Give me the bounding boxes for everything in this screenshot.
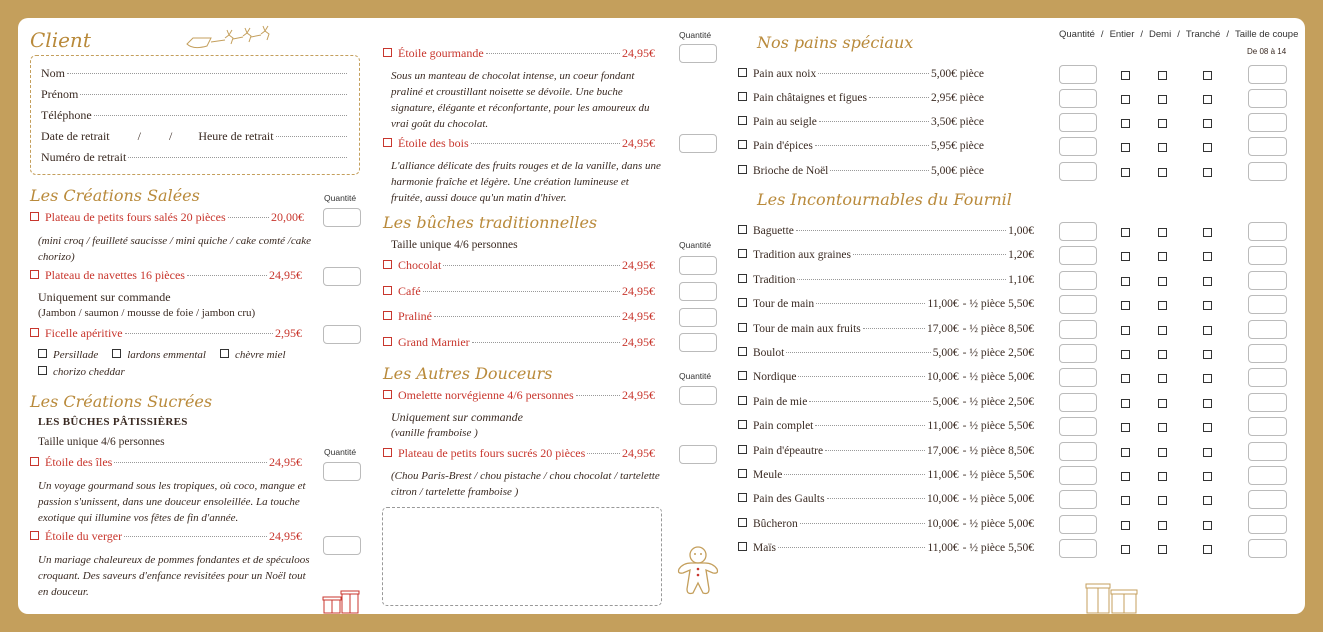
bread-row[interactable] bbox=[738, 225, 1034, 237]
checkbox[interactable] bbox=[383, 311, 392, 320]
bread-name: Baguette bbox=[753, 225, 794, 237]
checkbox[interactable] bbox=[738, 347, 747, 356]
cut-size-input[interactable] bbox=[1248, 162, 1287, 181]
bread-row[interactable] bbox=[738, 542, 1034, 554]
qty-input-etoile-verger[interactable] bbox=[323, 536, 361, 555]
option-lardons[interactable]: lardons emmental bbox=[112, 349, 206, 361]
bread-price: 1,20€ bbox=[1008, 249, 1034, 262]
pickup-time-label: Heure de retrait bbox=[198, 129, 274, 143]
qty-input[interactable] bbox=[1059, 393, 1097, 412]
item-etoile-iles[interactable]: Étoile des îles 24,95€ bbox=[30, 455, 302, 470]
bread-row[interactable] bbox=[738, 140, 984, 152]
half-price: - ½ pièce 5,50€ bbox=[962, 542, 1034, 555]
demi-checkbox[interactable] bbox=[1158, 119, 1167, 128]
bread-row[interactable] bbox=[738, 68, 984, 80]
item-etoile-verger[interactable]: Étoile du verger 24,95€ bbox=[30, 529, 302, 544]
demi-checkbox[interactable] bbox=[1158, 374, 1167, 383]
tranche-checkbox[interactable] bbox=[1203, 119, 1212, 128]
qty-input-omelette[interactable] bbox=[679, 386, 717, 405]
bread-name: Tour de main bbox=[753, 298, 815, 311]
gingerbread-man-icon bbox=[673, 545, 723, 597]
checkbox[interactable] bbox=[30, 328, 39, 337]
tranche-checkbox[interactable] bbox=[1203, 374, 1212, 383]
bread-name: Pain d'épices bbox=[753, 140, 813, 152]
checkbox[interactable] bbox=[738, 396, 747, 405]
qty-input[interactable] bbox=[1059, 113, 1097, 132]
cut-size-input[interactable] bbox=[1248, 466, 1287, 485]
demi-checkbox[interactable] bbox=[1158, 168, 1167, 177]
qty-input[interactable] bbox=[1059, 271, 1097, 290]
qty-input-plateau-sales[interactable] bbox=[323, 208, 361, 227]
entier-checkbox[interactable] bbox=[1121, 168, 1130, 177]
checkbox[interactable] bbox=[738, 92, 747, 101]
entier-checkbox[interactable] bbox=[1121, 350, 1130, 359]
bread-row[interactable] bbox=[738, 298, 1034, 310]
item-plateau-sucres[interactable]: Plateau de petits fours sucrés 20 pièces 24,95€ bbox=[383, 446, 655, 461]
checkbox[interactable] bbox=[738, 493, 747, 502]
cut-size-input[interactable] bbox=[1248, 137, 1287, 156]
traditional-title: Les bûches traditionnelles bbox=[383, 213, 598, 232]
checkbox[interactable] bbox=[738, 469, 747, 478]
ficelle-options bbox=[38, 349, 286, 361]
bread-price: 11,00€ bbox=[927, 420, 959, 433]
item-desc: Un mariage chaleureux de pommes fondantes et de spéculoos croquant. Des saveurs d'enfance revisitées pour un Noël tout en douceur. bbox=[38, 554, 310, 598]
qty-input[interactable] bbox=[1059, 320, 1097, 339]
entier-checkbox[interactable] bbox=[1121, 301, 1130, 310]
checkbox[interactable] bbox=[738, 371, 747, 380]
tranche-checkbox[interactable] bbox=[1203, 448, 1212, 457]
notes-box[interactable] bbox=[382, 507, 662, 606]
tranche-checkbox[interactable] bbox=[1203, 301, 1212, 310]
qty-input[interactable] bbox=[1059, 515, 1097, 534]
qty-input[interactable] bbox=[1059, 89, 1097, 108]
checkbox[interactable] bbox=[738, 323, 747, 332]
item-desc: (mini croq / feuilleté saucisse / mini quiche / cake comté /cake chorizo) bbox=[38, 235, 311, 263]
bread-name: Tradition bbox=[753, 273, 796, 286]
qty-input-etoile-bois[interactable] bbox=[679, 134, 717, 153]
bread-price: 11,00€ bbox=[927, 298, 959, 311]
item-plateau-sales[interactable]: Plateau de petits fours salés 20 pièces 20,00€ bbox=[30, 210, 304, 225]
tranche-checkbox[interactable] bbox=[1203, 143, 1212, 152]
item-desc: Sous un manteau de chocolat intense, un coeur fondant praliné et croustillant noisette se dévoile. Une buche signature, élégante et réconfortante, pour les amoureux du vrai goût du chocolat. bbox=[391, 70, 650, 130]
entier-checkbox[interactable] bbox=[1121, 326, 1130, 335]
bread-row[interactable] bbox=[738, 493, 1034, 505]
demi-checkbox[interactable] bbox=[1158, 143, 1167, 152]
sales-title: Les Créations Salées bbox=[30, 186, 200, 205]
bread-name: Pain de mie bbox=[753, 395, 808, 408]
half-price: - ½ pièce 2,50€ bbox=[962, 347, 1034, 359]
bread-price: 10,00€ bbox=[927, 517, 959, 530]
tranche-checkbox[interactable] bbox=[1203, 472, 1212, 481]
bread-row[interactable] bbox=[738, 323, 1034, 335]
checkbox[interactable] bbox=[738, 225, 747, 234]
cut-size-input[interactable] bbox=[1248, 271, 1287, 290]
bread-name: Pain des Gaults bbox=[753, 493, 825, 506]
bread-price: 2,95€ pièce bbox=[930, 92, 984, 104]
cut-size-input[interactable] bbox=[1248, 368, 1287, 387]
cut-size-input[interactable] bbox=[1248, 539, 1287, 558]
item-ficelle[interactable]: Ficelle apéritive 2,95€ bbox=[30, 326, 302, 341]
item-cafe[interactable]: Café 24,95€ bbox=[383, 284, 655, 299]
qty-input[interactable] bbox=[1059, 137, 1097, 156]
checkbox[interactable] bbox=[738, 298, 747, 307]
bread-row[interactable] bbox=[738, 445, 1034, 457]
checkbox[interactable] bbox=[738, 274, 747, 283]
bread-name: Maïs bbox=[753, 542, 776, 555]
bread-row[interactable] bbox=[738, 249, 1034, 261]
bread-name: Pain complet bbox=[753, 420, 814, 433]
bread-row[interactable] bbox=[738, 420, 1034, 432]
demi-checkbox[interactable] bbox=[1158, 350, 1167, 359]
bread-price: 5,00€ bbox=[932, 347, 959, 359]
tranche-checkbox[interactable] bbox=[1203, 228, 1212, 237]
bread-row[interactable] bbox=[738, 396, 1034, 408]
tranche-checkbox[interactable] bbox=[1203, 168, 1212, 177]
cut-size-note: De 08 à 14 bbox=[1247, 47, 1287, 56]
item-desc: L'alliance délicate des fruits rouges et de la vanille, dans une harmonie fraîche et légère. Une création lumineuse et fruitée, aussi douce qu'un matin d'hiver. bbox=[391, 160, 661, 204]
bread-name: Tradition aux graines bbox=[753, 249, 851, 262]
client-firstname-field[interactable]: Prénom bbox=[41, 87, 349, 102]
qty-input[interactable] bbox=[1059, 368, 1097, 387]
size-note: Taille unique 4/6 personnes bbox=[38, 436, 165, 448]
qty-input-navettes[interactable] bbox=[323, 267, 361, 286]
demi-checkbox[interactable] bbox=[1158, 252, 1167, 261]
bread-name: Boulot bbox=[753, 347, 785, 359]
demi-checkbox[interactable] bbox=[1158, 448, 1167, 457]
bread-row[interactable] bbox=[738, 274, 1034, 286]
tranche-checkbox[interactable] bbox=[1203, 252, 1212, 261]
tranche-checkbox[interactable] bbox=[1203, 95, 1212, 104]
checkbox[interactable] bbox=[383, 48, 392, 57]
incontournables-title: Les Incontournables du Fournil bbox=[757, 190, 1012, 209]
demi-checkbox[interactable] bbox=[1158, 472, 1167, 481]
demi-checkbox[interactable] bbox=[1158, 326, 1167, 335]
cut-size-input[interactable] bbox=[1248, 113, 1287, 132]
qty-input[interactable] bbox=[1059, 162, 1097, 181]
bread-price: 5,00€ pièce bbox=[930, 68, 984, 80]
bread-name: Pain d'épeautre bbox=[753, 444, 824, 457]
tranche-checkbox[interactable] bbox=[1203, 545, 1212, 554]
tranche-checkbox[interactable] bbox=[1203, 399, 1212, 408]
option-chorizo[interactable]: chorizo cheddar bbox=[38, 366, 125, 378]
qty-input-etoile-gourmande[interactable] bbox=[679, 44, 717, 63]
bread-name: Nordique bbox=[753, 371, 797, 384]
cut-size-input[interactable] bbox=[1248, 393, 1287, 412]
checkbox[interactable] bbox=[30, 531, 39, 540]
cut-size-input[interactable] bbox=[1248, 65, 1287, 84]
checkbox[interactable] bbox=[738, 165, 747, 174]
size-note: Taille unique 4/6 personnes bbox=[391, 239, 518, 251]
client-info-box bbox=[30, 55, 360, 175]
cut-size-input[interactable] bbox=[1248, 320, 1287, 339]
entier-checkbox[interactable] bbox=[1121, 472, 1130, 481]
item-praline[interactable]: Praliné 24,95€ bbox=[383, 309, 655, 324]
quantity-label: Quantité bbox=[679, 240, 712, 250]
item-desc: Un voyage gourmand sous les tropiques, où coco, mangue et passion s'unissent, dans une douceur ensoleillée. La touche exotique qui illumine vos fêtes de fin d'année. bbox=[38, 480, 306, 524]
demi-checkbox[interactable] bbox=[1158, 277, 1167, 286]
buches-patissieres-heading: LES BÛCHES PÂTISSIÈRES bbox=[38, 416, 188, 428]
qty-input[interactable] bbox=[1059, 246, 1097, 265]
bread-row[interactable] bbox=[738, 469, 1034, 481]
tranche-checkbox[interactable] bbox=[1203, 521, 1212, 530]
qty-input[interactable] bbox=[1059, 539, 1097, 558]
demi-checkbox[interactable] bbox=[1158, 496, 1167, 505]
bread-price: 5,00€ pièce bbox=[930, 165, 984, 177]
item-chocolat[interactable]: Chocolat 24,95€ bbox=[383, 258, 655, 273]
qty-input[interactable] bbox=[1059, 442, 1097, 461]
quantity-label: Quantité bbox=[324, 193, 357, 203]
half-price: - ½ pièce 5,00€ bbox=[962, 517, 1034, 530]
checkbox[interactable] bbox=[383, 337, 392, 346]
checkbox[interactable] bbox=[30, 212, 39, 221]
qty-input-chocolat[interactable] bbox=[679, 256, 717, 275]
entier-checkbox[interactable] bbox=[1121, 252, 1130, 261]
checkbox[interactable] bbox=[738, 542, 747, 551]
bread-name: Tour de main aux fruits bbox=[753, 322, 861, 335]
entier-checkbox[interactable] bbox=[1121, 423, 1130, 432]
bread-row[interactable] bbox=[738, 116, 984, 128]
qty-input-cafe[interactable] bbox=[679, 282, 717, 301]
client-title: Client bbox=[30, 28, 91, 52]
checkbox[interactable] bbox=[738, 140, 747, 149]
demi-checkbox[interactable] bbox=[1158, 521, 1167, 530]
qty-input[interactable] bbox=[1059, 295, 1097, 314]
bread-price: 10,00€ bbox=[927, 493, 959, 506]
demi-checkbox[interactable] bbox=[1158, 545, 1167, 554]
bread-name: Brioche de Noël bbox=[753, 165, 829, 177]
item-desc: Uniquement sur commande bbox=[391, 410, 523, 424]
demi-checkbox[interactable] bbox=[1158, 399, 1167, 408]
entier-checkbox[interactable] bbox=[1121, 374, 1130, 383]
qty-input[interactable] bbox=[1059, 344, 1097, 363]
checkbox[interactable] bbox=[738, 116, 747, 125]
entier-checkbox[interactable] bbox=[1121, 521, 1130, 530]
tranche-checkbox[interactable] bbox=[1203, 71, 1212, 80]
bread-row[interactable] bbox=[738, 92, 984, 104]
tranche-checkbox[interactable] bbox=[1203, 277, 1212, 286]
client-phone-field[interactable]: Téléphone bbox=[41, 108, 349, 123]
bread-name: Pain au seigle bbox=[753, 116, 817, 128]
item-etoile-gourmande[interactable]: Étoile gourmande 24,95€ bbox=[383, 46, 655, 61]
entier-checkbox[interactable] bbox=[1121, 71, 1130, 80]
qty-input-grand-marnier[interactable] bbox=[679, 333, 717, 352]
checkbox[interactable] bbox=[738, 68, 747, 77]
tranche-checkbox[interactable] bbox=[1203, 496, 1212, 505]
checkbox[interactable] bbox=[383, 448, 392, 457]
qty-input[interactable] bbox=[1059, 490, 1097, 509]
cut-size-input[interactable] bbox=[1248, 246, 1287, 265]
checkbox[interactable] bbox=[383, 260, 392, 269]
entier-checkbox[interactable] bbox=[1121, 496, 1130, 505]
checkbox[interactable] bbox=[383, 390, 392, 399]
bread-row[interactable] bbox=[738, 347, 1034, 359]
demi-checkbox[interactable] bbox=[1158, 228, 1167, 237]
cut-size-input[interactable] bbox=[1248, 222, 1287, 241]
bread-column-headers: Quantité / Entier / Demi / Tranché / Taille de coupe bbox=[1059, 29, 1299, 40]
qty-input-plateau-sucres[interactable] bbox=[679, 445, 717, 464]
cut-size-input[interactable] bbox=[1248, 295, 1287, 314]
client-name-field[interactable]: Nom bbox=[41, 66, 349, 81]
entier-checkbox[interactable] bbox=[1121, 545, 1130, 554]
bread-price: 1,10€ bbox=[1008, 273, 1034, 286]
bread-row[interactable] bbox=[738, 371, 1034, 383]
item-desc: (Jambon / saumon / mousse de foie / jambon cru) bbox=[38, 307, 256, 319]
bread-price: 3,50€ pièce bbox=[930, 116, 984, 128]
checkbox[interactable] bbox=[738, 518, 747, 527]
half-price: - ½ pièce 5,00€ bbox=[962, 371, 1034, 384]
item-desc: Uniquement sur commande bbox=[38, 290, 171, 304]
client-pickup-date-field[interactable]: Date de retrait / / Heure de retrait bbox=[41, 129, 349, 144]
option-chevre[interactable]: chèvre miel bbox=[220, 349, 286, 361]
sucrees-title: Les Créations Sucrées bbox=[30, 392, 213, 411]
bread-price: 17,00€ bbox=[927, 322, 959, 335]
quantity-label: Quantité bbox=[679, 371, 712, 381]
half-price: - ½ pièce 5,00€ bbox=[962, 493, 1034, 506]
entier-checkbox[interactable] bbox=[1121, 448, 1130, 457]
bread-name: Pain aux noix bbox=[753, 68, 817, 80]
qty-input[interactable] bbox=[1059, 466, 1097, 485]
half-price: - ½ pièce 5,50€ bbox=[962, 298, 1034, 311]
reindeer-sleigh-icon bbox=[185, 24, 285, 52]
item-navettes[interactable]: Plateau de navettes 16 pièces 24,95€ bbox=[30, 268, 302, 283]
entier-checkbox[interactable] bbox=[1121, 277, 1130, 286]
qty-input-praline[interactable] bbox=[679, 308, 717, 327]
quantity-label: Quantité bbox=[679, 30, 712, 40]
bread-row[interactable] bbox=[738, 165, 984, 177]
half-price: - ½ pièce 2,50€ bbox=[962, 395, 1034, 408]
entier-checkbox[interactable] bbox=[1121, 228, 1130, 237]
cut-size-input[interactable] bbox=[1248, 89, 1287, 108]
bread-price: 17,00€ bbox=[927, 444, 959, 457]
bread-price: 11,00€ bbox=[927, 542, 959, 555]
gift-boxes-icon bbox=[322, 588, 362, 614]
item-etoile-bois[interactable]: Étoile des bois 24,95€ bbox=[383, 136, 655, 151]
checkbox[interactable] bbox=[383, 138, 392, 147]
cut-size-input[interactable] bbox=[1248, 490, 1287, 509]
qty-input[interactable] bbox=[1059, 65, 1097, 84]
option-persillade[interactable]: Persillade bbox=[38, 349, 98, 361]
demi-checkbox[interactable] bbox=[1158, 95, 1167, 104]
autres-title: Les Autres Douceurs bbox=[383, 364, 553, 383]
half-price: - ½ pièce 8,50€ bbox=[962, 444, 1034, 457]
entier-checkbox[interactable] bbox=[1121, 399, 1130, 408]
gift-boxes-icon bbox=[1085, 580, 1141, 614]
demi-checkbox[interactable] bbox=[1158, 423, 1167, 432]
item-omelette[interactable]: Omelette norvégienne 4/6 personnes 24,95€ bbox=[383, 388, 655, 403]
half-price: - ½ pièce 5,50€ bbox=[962, 420, 1034, 433]
bread-name: Bûcheron bbox=[753, 517, 798, 530]
checkbox[interactable] bbox=[738, 420, 747, 429]
client-pickup-number-field[interactable]: Numéro de retrait bbox=[41, 150, 349, 165]
cut-size-input[interactable] bbox=[1248, 344, 1287, 363]
entier-checkbox[interactable] bbox=[1121, 119, 1130, 128]
quantity-label: Quantité bbox=[324, 447, 357, 457]
tranche-checkbox[interactable] bbox=[1203, 423, 1212, 432]
cut-size-input[interactable] bbox=[1248, 442, 1287, 461]
item-desc: (Chou Paris-Brest / chou pistache / chou chocolat / tartelette citron / tartelette framboise ) bbox=[391, 470, 660, 498]
bread-price: 1,00€ bbox=[1008, 225, 1034, 237]
tranche-checkbox[interactable] bbox=[1203, 350, 1212, 359]
checkbox[interactable] bbox=[383, 286, 392, 295]
entier-checkbox[interactable] bbox=[1121, 95, 1130, 104]
qty-input[interactable] bbox=[1059, 222, 1097, 241]
demi-checkbox[interactable] bbox=[1158, 301, 1167, 310]
half-price: - ½ pièce 5,50€ bbox=[962, 469, 1034, 481]
demi-checkbox[interactable] bbox=[1158, 71, 1167, 80]
entier-checkbox[interactable] bbox=[1121, 143, 1130, 152]
bread-row[interactable] bbox=[738, 518, 1034, 530]
qty-input-etoile-iles[interactable] bbox=[323, 462, 361, 481]
checkbox[interactable] bbox=[30, 270, 39, 279]
bread-price: 5,00€ bbox=[932, 395, 959, 408]
bread-price: 10,00€ bbox=[927, 371, 959, 384]
item-desc: (vanille framboise ) bbox=[391, 427, 478, 439]
item-grand-marnier[interactable]: Grand Marnier 24,95€ bbox=[383, 335, 655, 350]
bread-name: Meule bbox=[753, 469, 783, 481]
cut-size-input[interactable] bbox=[1248, 417, 1287, 436]
checkbox[interactable] bbox=[30, 457, 39, 466]
cut-size-input[interactable] bbox=[1248, 515, 1287, 534]
tranche-checkbox[interactable] bbox=[1203, 326, 1212, 335]
qty-input[interactable] bbox=[1059, 417, 1097, 436]
checkbox[interactable] bbox=[738, 445, 747, 454]
checkbox[interactable] bbox=[738, 249, 747, 258]
bread-price: 11,00€ bbox=[927, 469, 959, 481]
special-breads-title: Nos pains spéciaux bbox=[757, 33, 914, 52]
bread-name: Pain châtaignes et figues bbox=[753, 92, 868, 104]
half-price: - ½ pièce 8,50€ bbox=[962, 322, 1034, 335]
qty-input-ficelle[interactable] bbox=[323, 325, 361, 344]
bread-price: 5,95€ pièce bbox=[930, 140, 984, 152]
